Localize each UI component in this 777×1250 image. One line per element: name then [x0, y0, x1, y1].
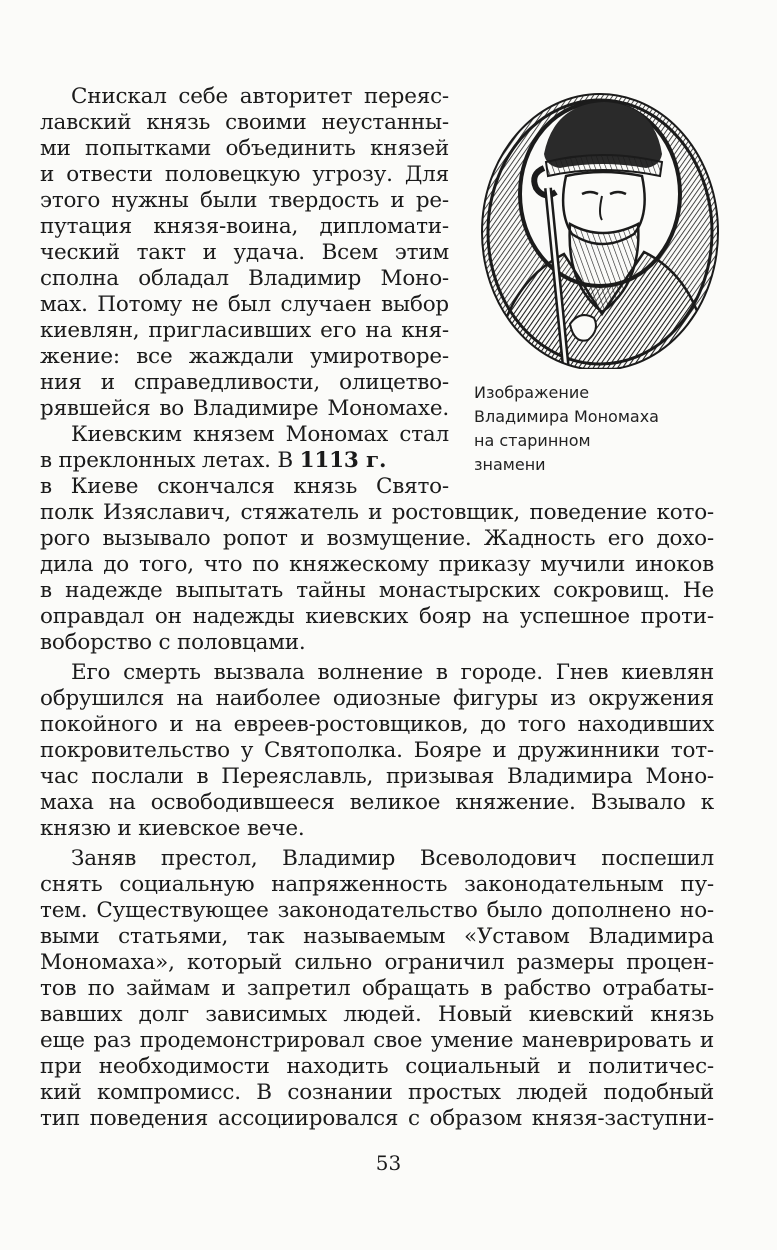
text-line: сполна обладал Владимир Моно-	[40, 266, 449, 291]
text-line: в надежде выпытать тайны монастырских сокровищ. Не	[40, 578, 714, 603]
text-line: рого вызывало ропот и возмущение. Жадность его дохо-	[40, 526, 714, 551]
text-line: час послали в Переяславль, призывая Владимира Моно-	[40, 764, 714, 789]
text-line: ми попытками объединить князей	[40, 136, 449, 161]
text-line: киевлян, пригласивших его на кня-	[40, 318, 449, 343]
year-bold: 1113 г.	[299, 448, 387, 473]
text-line: лавский князь своими неустанны-	[40, 110, 449, 135]
text-line: в преклонных летах. В	[40, 448, 300, 473]
text-line: Заняв престол, Владимир Всеволодович поспешил	[71, 846, 714, 871]
text-line: покойного и на евреев-ростовщиков, до того находивших	[40, 712, 714, 737]
text-line: жение: все жаждали умиротворе-	[40, 344, 449, 369]
text-line: дила до того, что по княжескому приказу мучили иноков	[40, 552, 714, 577]
text-line: Мономаха», который сильно ограничил размеры процен-	[40, 950, 714, 975]
monomakh-portrait-illustration	[474, 84, 730, 369]
text-line: покровительство у Святополка. Бояре и дружинники тот-	[40, 738, 714, 763]
text-line: обрушился на наиболее одиозные фигуры из окружения	[40, 686, 714, 711]
text-line: оправдал он надежды киевских бояр на успешное проти-	[40, 604, 714, 629]
text-line: Киевским князем Мономах стал	[71, 422, 449, 447]
text-line: еще раз продемонстрировал свое умение маневрировать и	[40, 1028, 714, 1053]
engraving-image	[474, 84, 730, 369]
text-line: в Киеве скончался князь Свято-	[40, 474, 449, 499]
caption-line: Изображение	[474, 383, 590, 402]
text-line: мах. Потому не был случаен выбор	[40, 292, 449, 317]
text-line: ческий такт и удача. Всем этим	[40, 240, 449, 265]
caption-line: на старинном	[474, 431, 591, 450]
caption-line: Владимира Мономаха	[474, 407, 659, 426]
text-line: вавших долг зависимых людей. Новый киевский князь	[40, 1002, 714, 1027]
text-line: и отвести половецкую угрозу. Для	[40, 162, 449, 187]
text-line: тем. Существующее законодательство было дополнено но-	[40, 898, 714, 923]
text-line: выми статьями, так называемым «Уставом Владимира	[40, 924, 714, 949]
text-line: кий компромисс. В сознании простых людей подобный	[40, 1080, 714, 1105]
text-line: рявшейся во Владимире Мономахе.	[40, 396, 449, 421]
text-line: Его смерть вызвала волнение в городе. Гнев киевлян	[71, 660, 714, 685]
text-line: при необходимости находить социальный и политичес-	[40, 1054, 714, 1079]
text-line: Снискал себе авторитет переяс-	[71, 84, 449, 109]
text-line: путация князя-воина, дипломати-	[40, 214, 449, 239]
text-line: ния и справедливости, олицетво-	[40, 370, 449, 395]
text-line: тов по займам и запретил обращать в рабство отрабаты-	[40, 976, 714, 1001]
text-line: воборство с половцами.	[40, 630, 306, 655]
text-line: этого нужны были твердость и ре-	[40, 188, 449, 213]
text-line: князю и киевское вече.	[40, 816, 305, 841]
text-line: маха на освободившееся великое княжение. Взывало к	[40, 790, 714, 815]
text-line: полк Изяславич, стяжатель и ростовщик, поведение кото-	[40, 500, 714, 525]
text-line-with-year	[40, 448, 449, 474]
text-line: тип поведения ассоциировался с образом князя-заступни-	[40, 1106, 714, 1131]
caption-line: знамени	[474, 455, 546, 474]
text-line: снять социальную напряженность законодательным пу-	[40, 872, 714, 897]
page-number: 53	[375, 1151, 402, 1175]
